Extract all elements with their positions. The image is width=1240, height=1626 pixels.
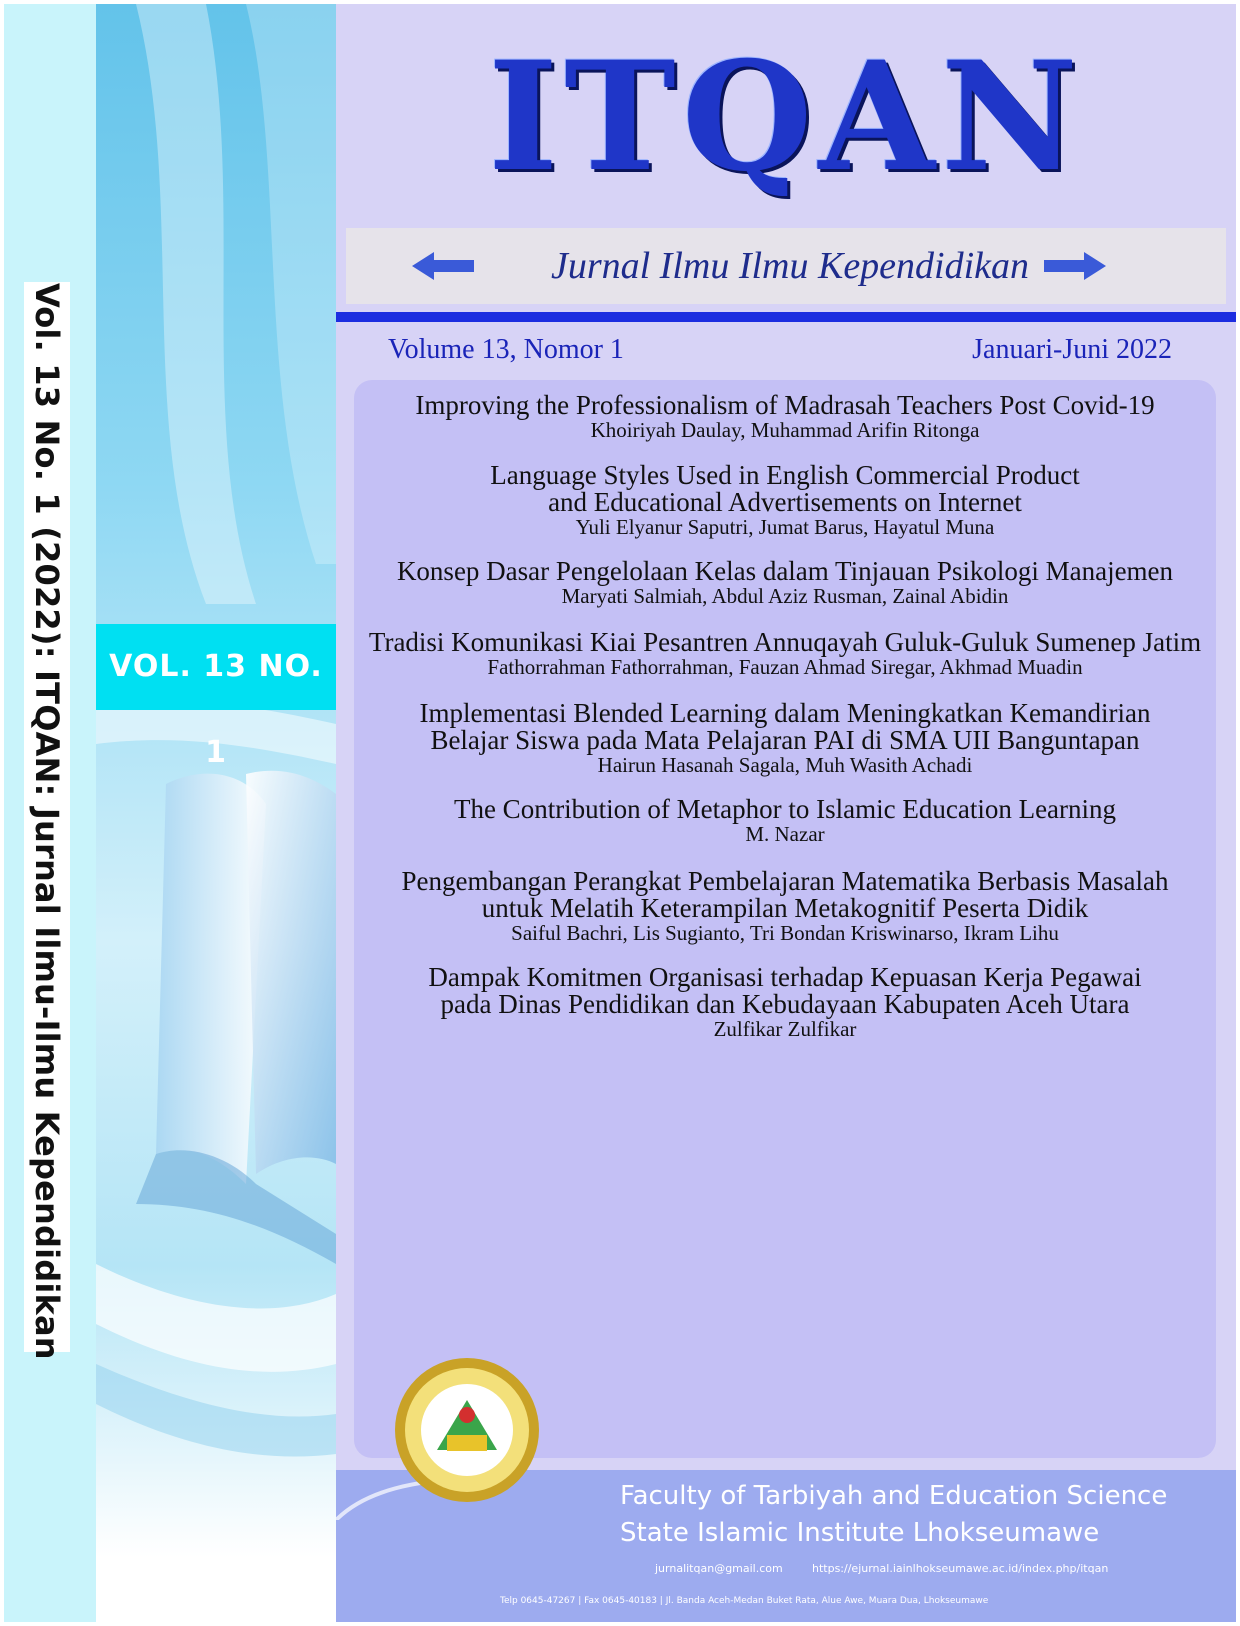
article-title: Konsep Dasar Pengelolaan Kelas dalam Tinjauan Psikologi Manajemen (396, 556, 1174, 586)
article-title: Implementasi Blended Learning dalam Meningkatkan Kemandirian (419, 698, 1151, 728)
article-authors: Fathorrahman Fathorrahman, Fauzan Ahmad Siregar, Akhmad Muadin (487, 655, 1083, 679)
article-entry (354, 964, 1216, 1041)
article-entry (354, 462, 1216, 539)
article-entry (354, 392, 1216, 442)
article-title: Language Styles Used in English Commercial Product (490, 460, 1080, 490)
open-book-illustration (96, 4, 336, 1622)
article-entry (354, 558, 1216, 608)
spine-title: Vol. 13 No. 1 (2022): ITQAN: Jurnal Ilmu-Ilmu Kependidikan (28, 283, 66, 1360)
contact-email: jurnalitqan@gmail.com (655, 1562, 783, 1575)
cover-artwork (96, 4, 336, 1622)
article-title: Pengembangan Perangkat Pembelajaran Matematika Berbasis Masalah (401, 866, 1169, 896)
article-title: Dampak Komitmen Organisasi terhadap Kepuasan Kerja Pegawai (428, 962, 1142, 992)
article-authors: Maryati Salmiah, Abdul Aziz Rusman, Zainal Abidin (561, 584, 1009, 608)
article-title: Improving the Professionalism of Madrasah Teachers Post Covid-19 (415, 390, 1155, 420)
journal-logo: ITQAN (488, 29, 1084, 205)
article-entry (354, 796, 1216, 846)
article-entry (354, 868, 1216, 945)
article-title: and Educational Advertisements on Internet (548, 487, 1022, 517)
institute-seal-emblem (392, 1355, 542, 1505)
article-authors: Saiful Bachri, Lis Sugianto, Tri Bondan Kriswinarso, Ikram Lihu (511, 921, 1059, 945)
article-title: Belajar Siswa pada Mata Pelajaran PAI di SMA UII Banguntapan (430, 725, 1140, 755)
contact-address: Telp 0645-47267 | Fax 0645-40183 | Jl. Banda Aceh-Medan Buket Rata, Alue Awe, Muara Dua, Lhokseumawe (500, 1596, 989, 1606)
volume-number: Volume 13, Nomor 1 (388, 334, 624, 365)
article-title: untuk Melatih Keterampilan Metakognitif Peserta Didik (481, 893, 1089, 923)
article-title: The Contribution of Metaphor to Islamic Education Learning (453, 794, 1117, 824)
volume-band: VOL. 13 NO. 1 (96, 624, 336, 710)
article-entry (354, 629, 1216, 679)
article-authors: Hairun Hasanah Sagala, Muh Wasith Achadi (597, 753, 973, 777)
article-authors: M. Nazar (745, 822, 825, 846)
faculty-name: Faculty of Tarbiyah and Education Science (620, 1481, 1168, 1511)
article-entry (354, 700, 1216, 777)
article-authors: Khoiriyah Daulay, Muhammad Arifin Ritonga (590, 418, 980, 442)
arrow-left-icon (412, 252, 474, 280)
journal-url: https://ejurnal.iainlhokseumawe.ac.id/index.php/itqan (812, 1562, 1109, 1575)
issue-period: Januari-Juni 2022 (972, 334, 1172, 365)
institute-name: State Islamic Institute Lhokseumawe (620, 1518, 1100, 1548)
article-authors: Zulfikar Zulfikar (713, 1017, 857, 1041)
article-title: Tradisi Komunikasi Kiai Pesantren Annuqayah Guluk-Guluk Sumenep Jatim (368, 627, 1202, 657)
journal-subtitle: Jurnal Ilmu Ilmu Kependidikan (550, 245, 1030, 287)
header-rule (336, 312, 1236, 322)
article-title: pada Dinas Pendidikan dan Kebudayaan Kabupaten Aceh Utara (440, 989, 1130, 1019)
article-authors: Yuli Elyanur Saputri, Jumat Barus, Hayatul Muna (575, 515, 995, 539)
